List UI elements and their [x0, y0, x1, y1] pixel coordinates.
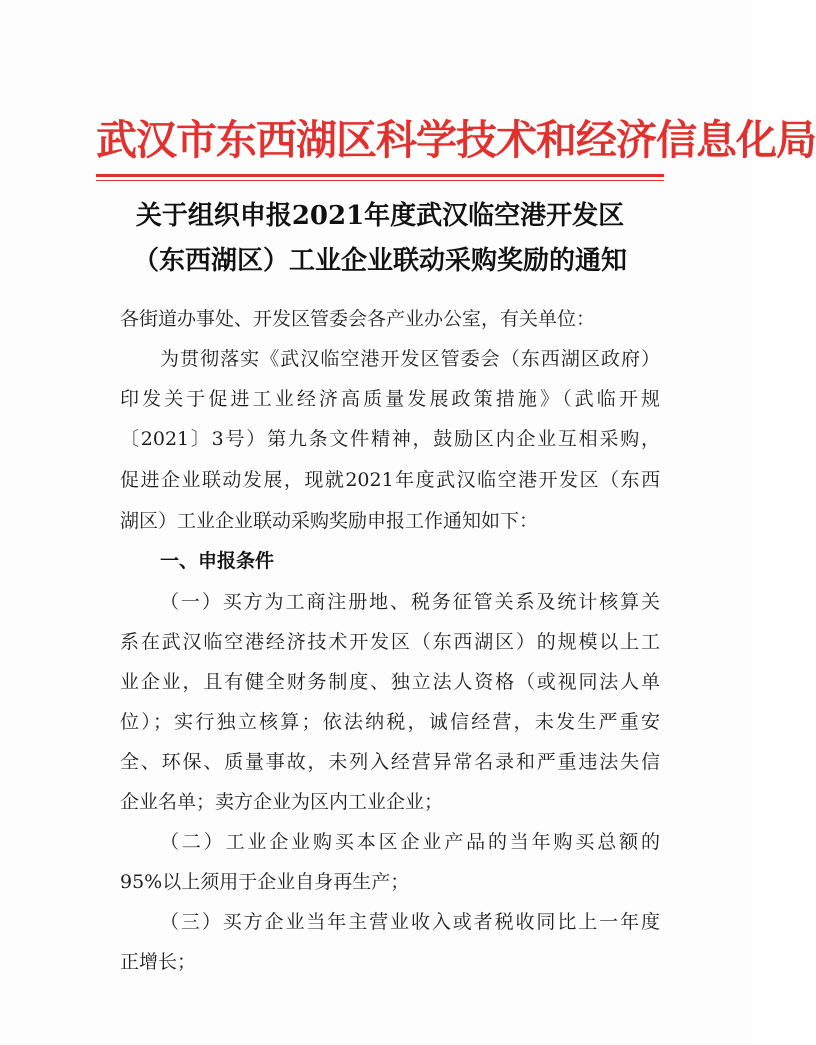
cond1-line-2: 系在武汉临空港经济技术开发区（东西湖区）的规模以上工	[120, 631, 660, 653]
cond1-line-5: 全、环保、质量事故，未列入经营异常名录和严重违法失信	[120, 751, 660, 773]
intro-line-5: 湖区）工业企业联动采购奖励申报工作通知如下：	[120, 510, 539, 532]
cond1-line-1: （一）买方为工商注册地、税务征管关系及统计核算关	[160, 591, 660, 613]
intro-line-3: 〔2021〕3号）第九条文件精神，鼓励区内企业互相采购，	[120, 428, 660, 450]
cond3-line-2: 正增长；	[120, 951, 197, 973]
document-title-line2: （东西湖区）工业企业联动采购奖励的通知	[132, 246, 627, 276]
cond2-line-2: 95%以上须用于企业自身再生产；	[120, 871, 410, 893]
cond2-line-1: （二）工业企业购买本区企业产品的当年购买总额的	[160, 831, 660, 853]
intro-line-2: 印发关于促进工业经济高质量发展政策措施》（武临开规	[120, 388, 660, 410]
cond3-line-1: （三）买方企业当年主营业收入或者税收同比上一年度	[160, 911, 660, 933]
masthead-rule-thin	[96, 180, 664, 181]
document-title-line1: 关于组织申报2021年度武汉临空港开发区	[135, 201, 625, 231]
cond1-line-4: 位）；实行独立核算；依法纳税，诚信经营，未发生严重安	[120, 711, 660, 733]
cond1-line-6: 企业名单；卖方企业为区内工业企业；	[120, 791, 444, 813]
intro-line-1: 为贯彻落实《武汉临空港开发区管委会（东西湖区政府）	[160, 348, 660, 370]
masthead-organization: 武汉市东西湖区科学技术和经济信息化局	[96, 116, 816, 164]
section1-heading: 一、申报条件	[160, 550, 275, 572]
intro-line-4: 促进企业联动发展，现就2021年度武汉临空港开发区（东西	[120, 469, 660, 491]
cond1-line-3: 业企业，且有健全财务制度、独立法人资格（或视同法人单	[120, 671, 660, 693]
masthead-rule-thick	[96, 174, 664, 177]
salutation: 各街道办事处、开发区管委会各产业办公室，有关单位：	[120, 308, 596, 330]
